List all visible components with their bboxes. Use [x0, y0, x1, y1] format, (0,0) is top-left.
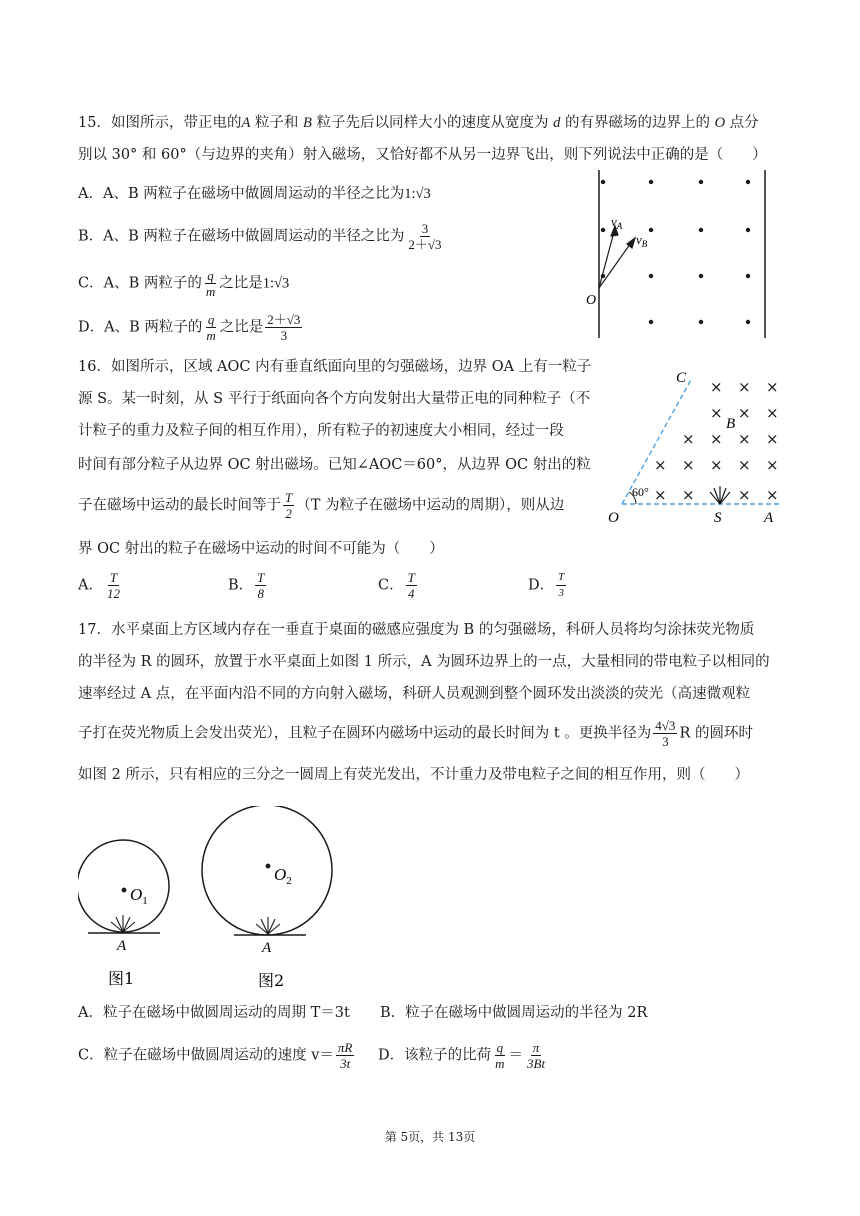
vA-label: $v_A$	[611, 214, 623, 231]
emission-arrows-2	[256, 917, 280, 934]
center-dot-2	[266, 864, 271, 869]
q15-field-figure	[585, 168, 775, 340]
svg-text:×: ×	[682, 486, 695, 504]
q15-option-a: A．A、B 两粒子在磁场中做圆周运动的半径之比为1:√3	[78, 186, 431, 202]
q16-line5: 子在磁场中运动的最长时间等于 $\frac{T}{2}$ （T 为粒子在磁场中运动的周期），则从边	[78, 490, 565, 521]
q16-line2: 源 S。某一时刻，从 S 平行于纸面向各个方向发射出大量带正电的同种粒子（不	[78, 391, 591, 407]
q17-line2: 的半径为 R 的圆环，放置于水平桌面上如图 1 所示，A 为圆环边界上的一点，大量相同的带电粒子以相同的	[78, 654, 770, 670]
svg-text:×: ×	[682, 456, 695, 474]
svg-text:×: ×	[766, 404, 779, 422]
q17-line5: 如图 2 所示，只有相应的三分之一圆周上有荧光发出，不计重力及带电粒子之间的相互作用，则（ ）	[78, 767, 749, 783]
label-s: S	[714, 510, 722, 526]
q17-option-a: A．粒子在磁场中做圆周运动的周期 T＝3t	[78, 1005, 350, 1021]
velocity-vector-a	[599, 226, 618, 288]
svg-text:×: ×	[738, 486, 751, 504]
q16-option-a: A． $\frac{T}{12}$	[78, 570, 120, 601]
figure-1	[78, 840, 169, 988]
q15-option-d: D．A、B 两粒子的 $\frac{q}{m}$ 之比是 $\frac{2+√3}{3}$	[78, 312, 301, 343]
svg-text:×: ×	[738, 430, 751, 448]
svg-text:×: ×	[766, 430, 779, 448]
q16-option-b: B． $\frac{T}{8}$	[228, 570, 265, 601]
q16-line3: 计粒子的重力及粒子间的相互作用），所有粒子的初速度大小相同，经过一段	[78, 423, 564, 439]
q17-option-d: D．该粒子的比荷 $\frac{q}{m}$ ＝ $\frac{\pi}{3Bt}$	[378, 1040, 546, 1071]
center-dot-1	[122, 888, 127, 893]
q16-line6: 界 OC 射出的粒子在磁场中运动的时间不可能为（ ）	[78, 541, 444, 557]
q15-line2: 别以 30° 和 60°（与边界的夹角）射入磁场，又恰好都不从另一边界飞出，则下列说法中正确的是（ ）	[78, 147, 767, 163]
q17-figures	[78, 806, 378, 996]
q17-line3: 速率经过 A 点，在平面内沿不同的方向射入磁场，科研人员观测到整个圆环发出淡淡的荧光（高速微观粒	[78, 686, 751, 702]
center-label-2: $O_2$	[274, 865, 292, 887]
point-label-2: A	[262, 940, 272, 956]
svg-text:×: ×	[738, 378, 751, 396]
svg-text:×: ×	[738, 456, 751, 474]
svg-text:×: ×	[766, 486, 779, 504]
q17-line1: 17．水平桌面上方区域内存在一垂直于桌面的磁感应强度为 B 的匀强磁场，科研人员将均匀涂抹荧光物质	[78, 622, 755, 638]
svg-text:×: ×	[766, 456, 779, 474]
q15-option-b: B．A、B 两粒子在磁场中做圆周运动的半径之比为 $\frac{3}{2+√3}$	[78, 221, 442, 252]
svg-text:×: ×	[738, 404, 751, 422]
velocity-vector-b	[599, 238, 635, 288]
caption-1: 图1	[108, 969, 135, 988]
q16-option-c: C． $\frac{T}{4}$	[378, 570, 415, 601]
point-label-1: A	[117, 938, 127, 954]
field-dots	[601, 180, 750, 324]
ring-2	[202, 806, 332, 935]
center-label-1: $O_1$	[130, 885, 148, 907]
svg-text:×: ×	[710, 404, 723, 422]
angle-label: 60°	[632, 485, 649, 499]
label-b: B	[726, 416, 736, 432]
q17-option-c: C．粒子在磁场中做圆周运动的速度 v＝ $\frac{\pi R}{3t}$	[78, 1040, 353, 1071]
figure-2	[202, 806, 332, 990]
svg-text:×: ×	[766, 378, 779, 396]
caption-2: 图2	[258, 971, 285, 990]
emission-arrows-1	[111, 915, 135, 932]
q16-field-figure	[600, 364, 795, 528]
svg-text:×: ×	[654, 486, 667, 504]
label-a: A	[764, 510, 774, 526]
q15-option-c: C．A、B 两粒子的 $\frac{q}{m}$ 之比是1:√3	[78, 268, 290, 299]
vB-label: $v_B$	[636, 232, 648, 249]
svg-text:×: ×	[710, 378, 723, 396]
source-emission-arrows	[710, 486, 730, 504]
page-footer: 第 5页，共 13页	[384, 1130, 476, 1144]
svg-text:×: ×	[710, 430, 723, 448]
label-o: O	[608, 510, 619, 526]
svg-text:×: ×	[682, 430, 695, 448]
origin-label: O	[586, 293, 597, 308]
q17-option-b: B．粒子在磁场中做圆周运动的半径为 2R	[380, 1005, 648, 1021]
svg-text:×: ×	[710, 456, 723, 474]
svg-text:×: ×	[654, 456, 667, 474]
q16-line1: 16．如图所示，区域 AOC 内有垂直纸面向里的匀强磁场，边界 OA 上有一粒子	[78, 359, 592, 375]
q16-option-d: D． $\frac{T}{3}$	[528, 571, 565, 599]
q16-line4: 时间有部分粒子从边界 OC 射出磁场。已知∠AOC＝60°，从边界 OC 射出的粒	[78, 457, 591, 473]
field-crosses	[654, 378, 779, 504]
q15-line1: 15．如图所示，带正电的A 粒子和 B 粒子先后以同样大小的速度从宽度为 d 的有界磁场的边界上的 O 点分	[78, 115, 759, 131]
label-c: C	[676, 370, 687, 386]
q17-line4: 子打在荧光物质上会发出荧光），且粒子在圆环内磁场中运动的最长时间为 t 。更换半径为 $\frac{4√3}{3}$ R 的圆环时	[78, 718, 753, 749]
